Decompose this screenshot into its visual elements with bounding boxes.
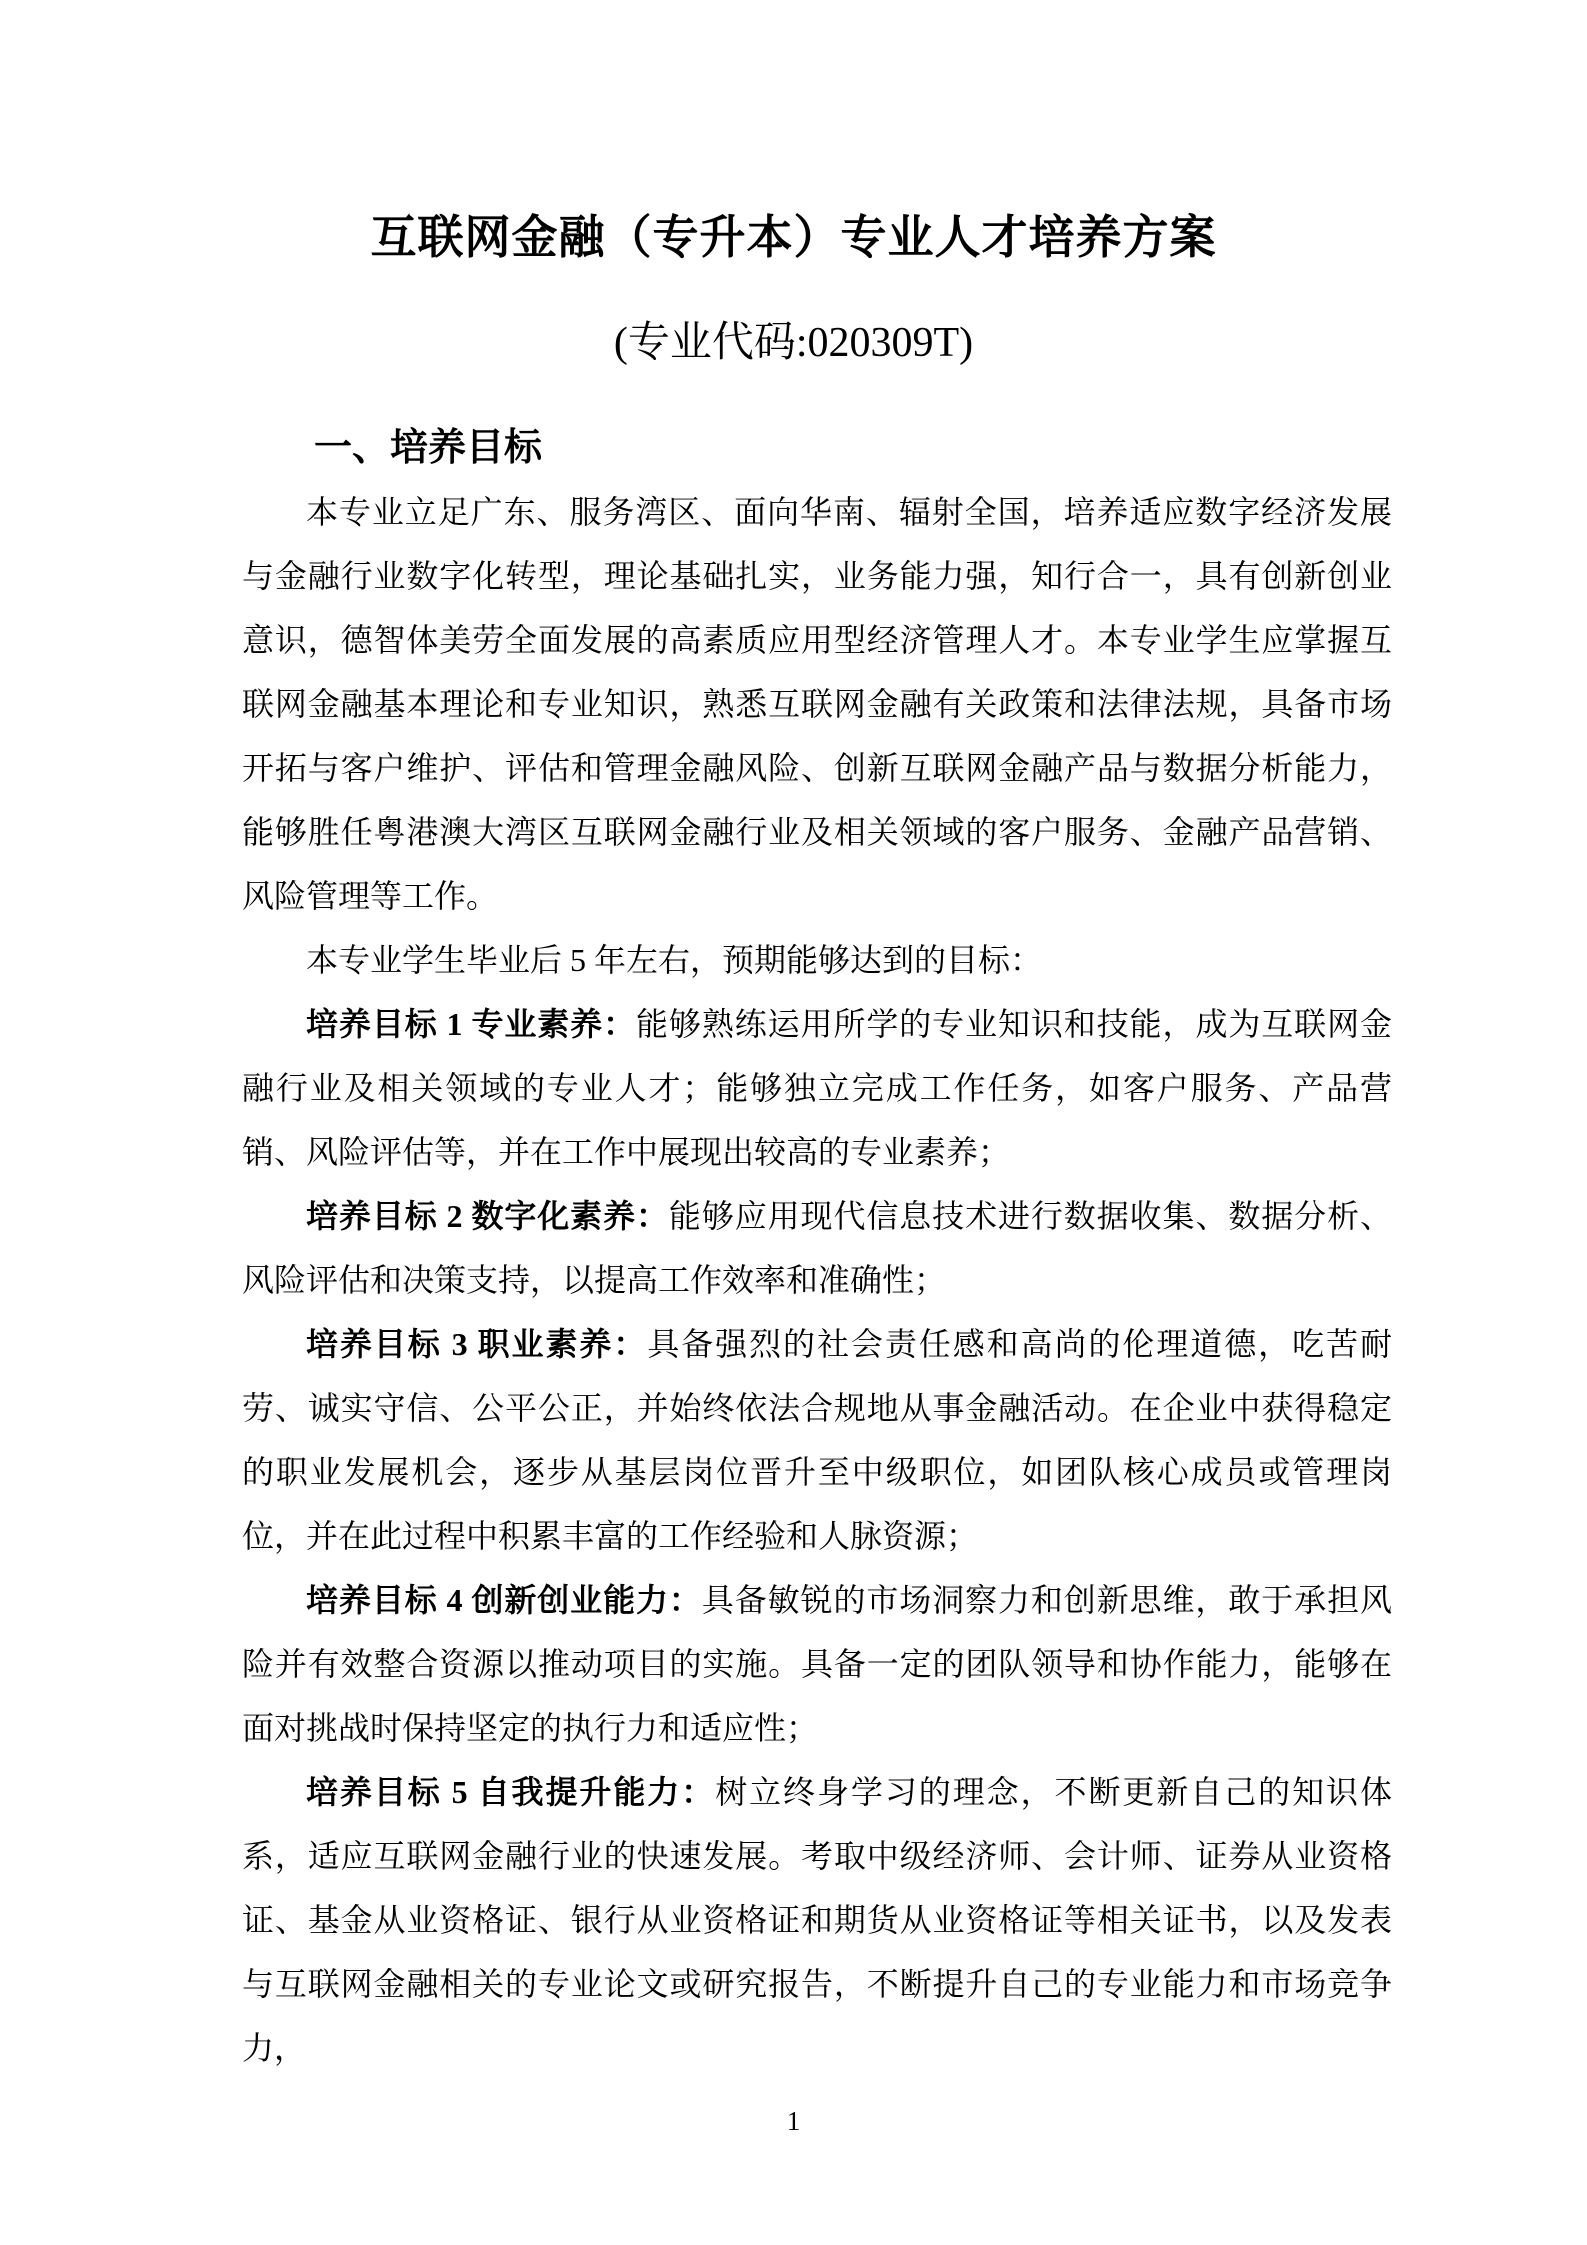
paragraph-goal-1 — [242, 992, 1392, 1184]
document-body — [0, 426, 1587, 2080]
paragraph-text: 能够应用现代信息技术进行数据收集、数据分析、风险评估和决策支持，以提高工作效率和准确性； — [242, 1198, 1392, 1298]
paragraph-goal-5 — [242, 1760, 1392, 2080]
section-heading-training-objectives: 一、培养目标 — [314, 427, 543, 469]
paragraph-intro — [242, 480, 1392, 928]
paragraph-goal-2 — [242, 1184, 1392, 1312]
page-number: 1 — [786, 2106, 801, 2136]
paragraph-goal-3 — [242, 1312, 1392, 1568]
paragraph-text: 树立终身学习的理念，不断更新自己的知识体系，适应互联网金融行业的快速发展。考取中级经济师、会计师、证券从业资格证、基金从业资格证、银行从业资格证和期货从业资格证等相关证书，以及发表与互联网金融相关的专业论文或研究报告，不断提升自己的专业能力和市场竞争力， — [242, 1774, 1392, 2066]
paragraph-text: 具备敏锐的市场洞察力和创新思维，敢于承担风险并有效整合资源以推动项目的实施。具备一定的团队领导和协作能力，能够在面对挑战时保持坚定的执行力和适应性； — [242, 1582, 1392, 1746]
paragraph-text: 本专业立足广东、服务湾区、面向华南、辐射全国，培养适应数字经济发展与金融行业数字化转型，理论基础扎实，业务能力强，知行合一，具有创新创业意识，德智体美劳全面发展的高素质应用型经济管理人才。本专业学生应掌握互联网金融基本理论和专业知识，熟悉互联网金融有关政策和法律法规，具备市场开拓与客户维护、评估和管理金融风险、创新互联网金融产品与数据分析能力，能够胜任粤港澳大湾区互联网金融行业及相关领域的客户服务、金融产品营销、风险管理等工作。 — [242, 494, 1392, 914]
document-subtitle: (专业代码:020309T) — [613, 320, 974, 366]
paragraph-text: 能够熟练运用所学的专业知识和技能，成为互联网金融行业及相关领域的专业人才；能够独立完成工作任务，如客户服务、产品营销、风险评估等，并在工作中展现出较高的专业素养； — [242, 1006, 1392, 1170]
paragraph-lead: 培养目标 2 数字化素养： — [306, 1198, 669, 1234]
document-title: 互联网金融（专升本）专业人才培养方案 — [370, 211, 1217, 263]
paragraph-lead: 培养目标 1 专业素养： — [306, 1006, 636, 1042]
paragraph-text: 具备强烈的社会责任感和高尚的伦理道德，吃苦耐劳、诚实守信、公平公正，并始终依法合规地从事金融活动。在企业中获得稳定的职业发展机会，逐步从基层岗位晋升至中级职位，如团队核心成员或管理岗位，并在此过程中积累丰富的工作经验和人脉资源； — [242, 1326, 1392, 1554]
paragraph-text: 本专业学生毕业后 5 年左右，预期能够达到的目标： — [306, 942, 1043, 978]
paragraph-goals-preface — [242, 928, 1392, 992]
paragraph-lead: 培养目标 3 职业素养： — [306, 1326, 648, 1362]
paragraph-goal-4 — [242, 1568, 1392, 1760]
paragraph-lead: 培养目标 4 创新创业能力： — [306, 1582, 702, 1618]
section-paragraphs — [242, 480, 1392, 2080]
paragraph-lead: 培养目标 5 自我提升能力： — [306, 1774, 716, 1810]
